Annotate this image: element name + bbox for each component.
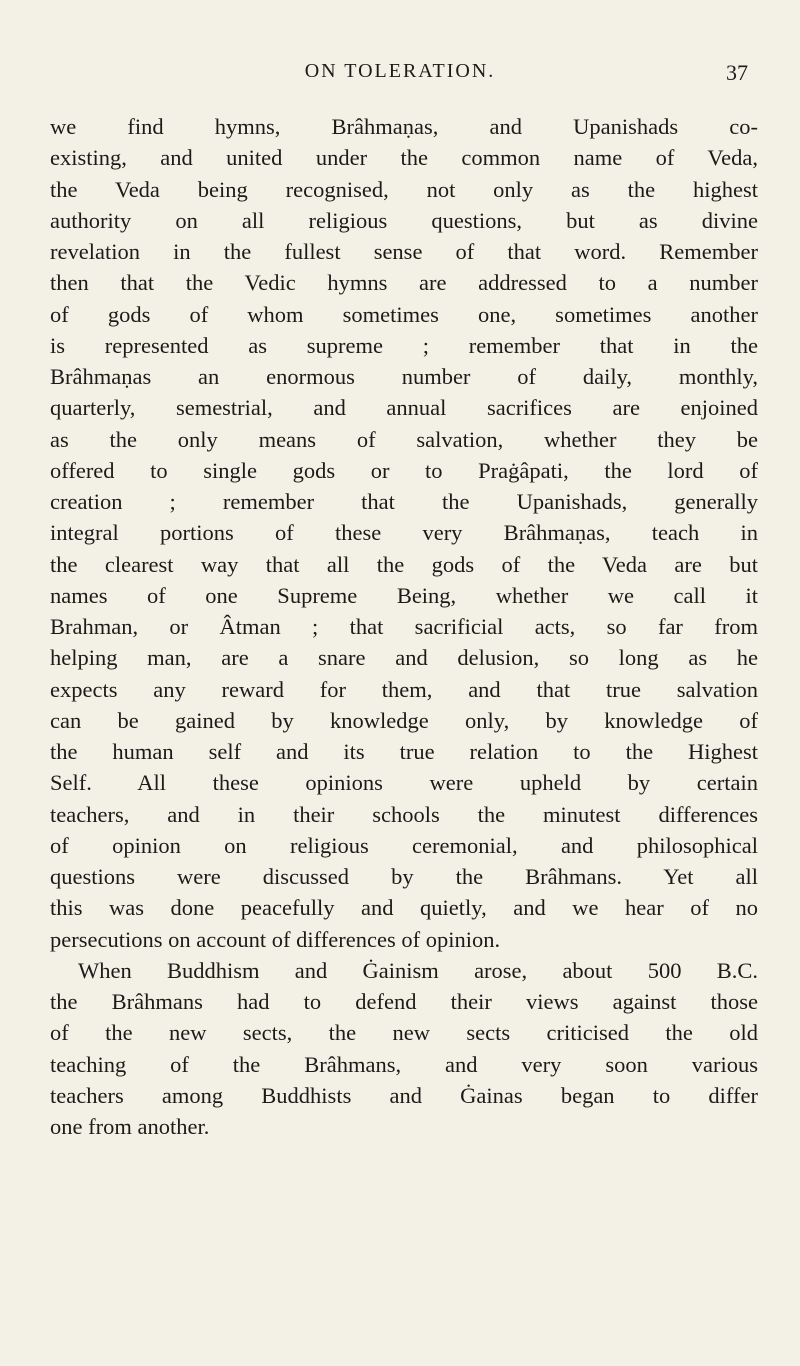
text-line: creation ; remember that the Upanishads, generally [50, 489, 758, 514]
body-text [50, 111, 758, 1142]
text-line: Brahman, or Âtman ; that sacrificial acts, so far from [50, 614, 758, 639]
text-line: the Brâhmans had to defend their views against those [50, 989, 758, 1014]
page-number: 37 [726, 60, 748, 85]
text-line: can be gained by knowledge only, by knowledge of [50, 707, 758, 733]
text-line: existing, and united under the common name of Veda, [50, 145, 758, 171]
text-line: questions were discussed by the Brâhmans. Yet all [50, 864, 758, 889]
text-line: offered to single gods or to Praġâpati, the lord of [50, 457, 758, 483]
text-line: expects any reward for them, and that true salvation [50, 676, 758, 702]
text-line: as the only means of salvation, whether they be [50, 426, 758, 452]
text-line: helping man, are a snare and delusion, so long as he [50, 645, 758, 671]
text-line: one from another. [50, 1114, 210, 1139]
text-line: we find hymns, Brâhmaṇas, and Upanishads co- [50, 114, 758, 139]
text-line: revelation in the fullest sense of that word. Remember [50, 239, 758, 264]
text-line: teachers among Buddhists and Ġainas began to differ [50, 1082, 758, 1108]
text-line: then that the Vedic hymns are addressed to a number [50, 270, 758, 296]
text-line: the human self and its true relation to the Highest [50, 739, 758, 764]
text-line: persecutions on account of differences of opinion. [50, 926, 501, 952]
text-line: is represented as supreme ; remember that in the [50, 332, 758, 358]
text-line: this was done peacefully and quietly, and we hear of no [50, 895, 758, 921]
text-line: of the new sects, the new sects criticised the old [50, 1020, 758, 1046]
text-line: Brâhmaṇas an enormous number of daily, monthly, [50, 364, 758, 389]
running-head [0, 60, 800, 90]
text-line: authority on all religious questions, but as divine [50, 207, 758, 233]
text-line: of opinion on religious ceremonial, and philosophical [50, 832, 758, 858]
text-line: names of one Supreme Being, whether we call it [50, 582, 758, 608]
running-title: ON TOLERATION. [304, 60, 496, 82]
text-line: integral portions of these very Brâhmaṇas, teach in [50, 520, 758, 546]
text-line: quarterly, semestrial, and annual sacrifices are enjoined [50, 395, 758, 421]
text-line: teaching of the Brâhmans, and very soon various [50, 1051, 758, 1077]
text-line: Self. All these opinions were upheld by certain [50, 770, 758, 796]
text-line: the clearest way that all the gods of the Veda are but [50, 551, 758, 577]
text-line: of gods of whom sometimes one, sometimes another [50, 301, 758, 327]
text-line: the Veda being recognised, not only as the highest [50, 176, 758, 202]
text-line: When Buddhism and Ġainism arose, about 500 B.C. [78, 957, 758, 983]
text-line: teachers, and in their schools the minutest differences [50, 801, 758, 827]
